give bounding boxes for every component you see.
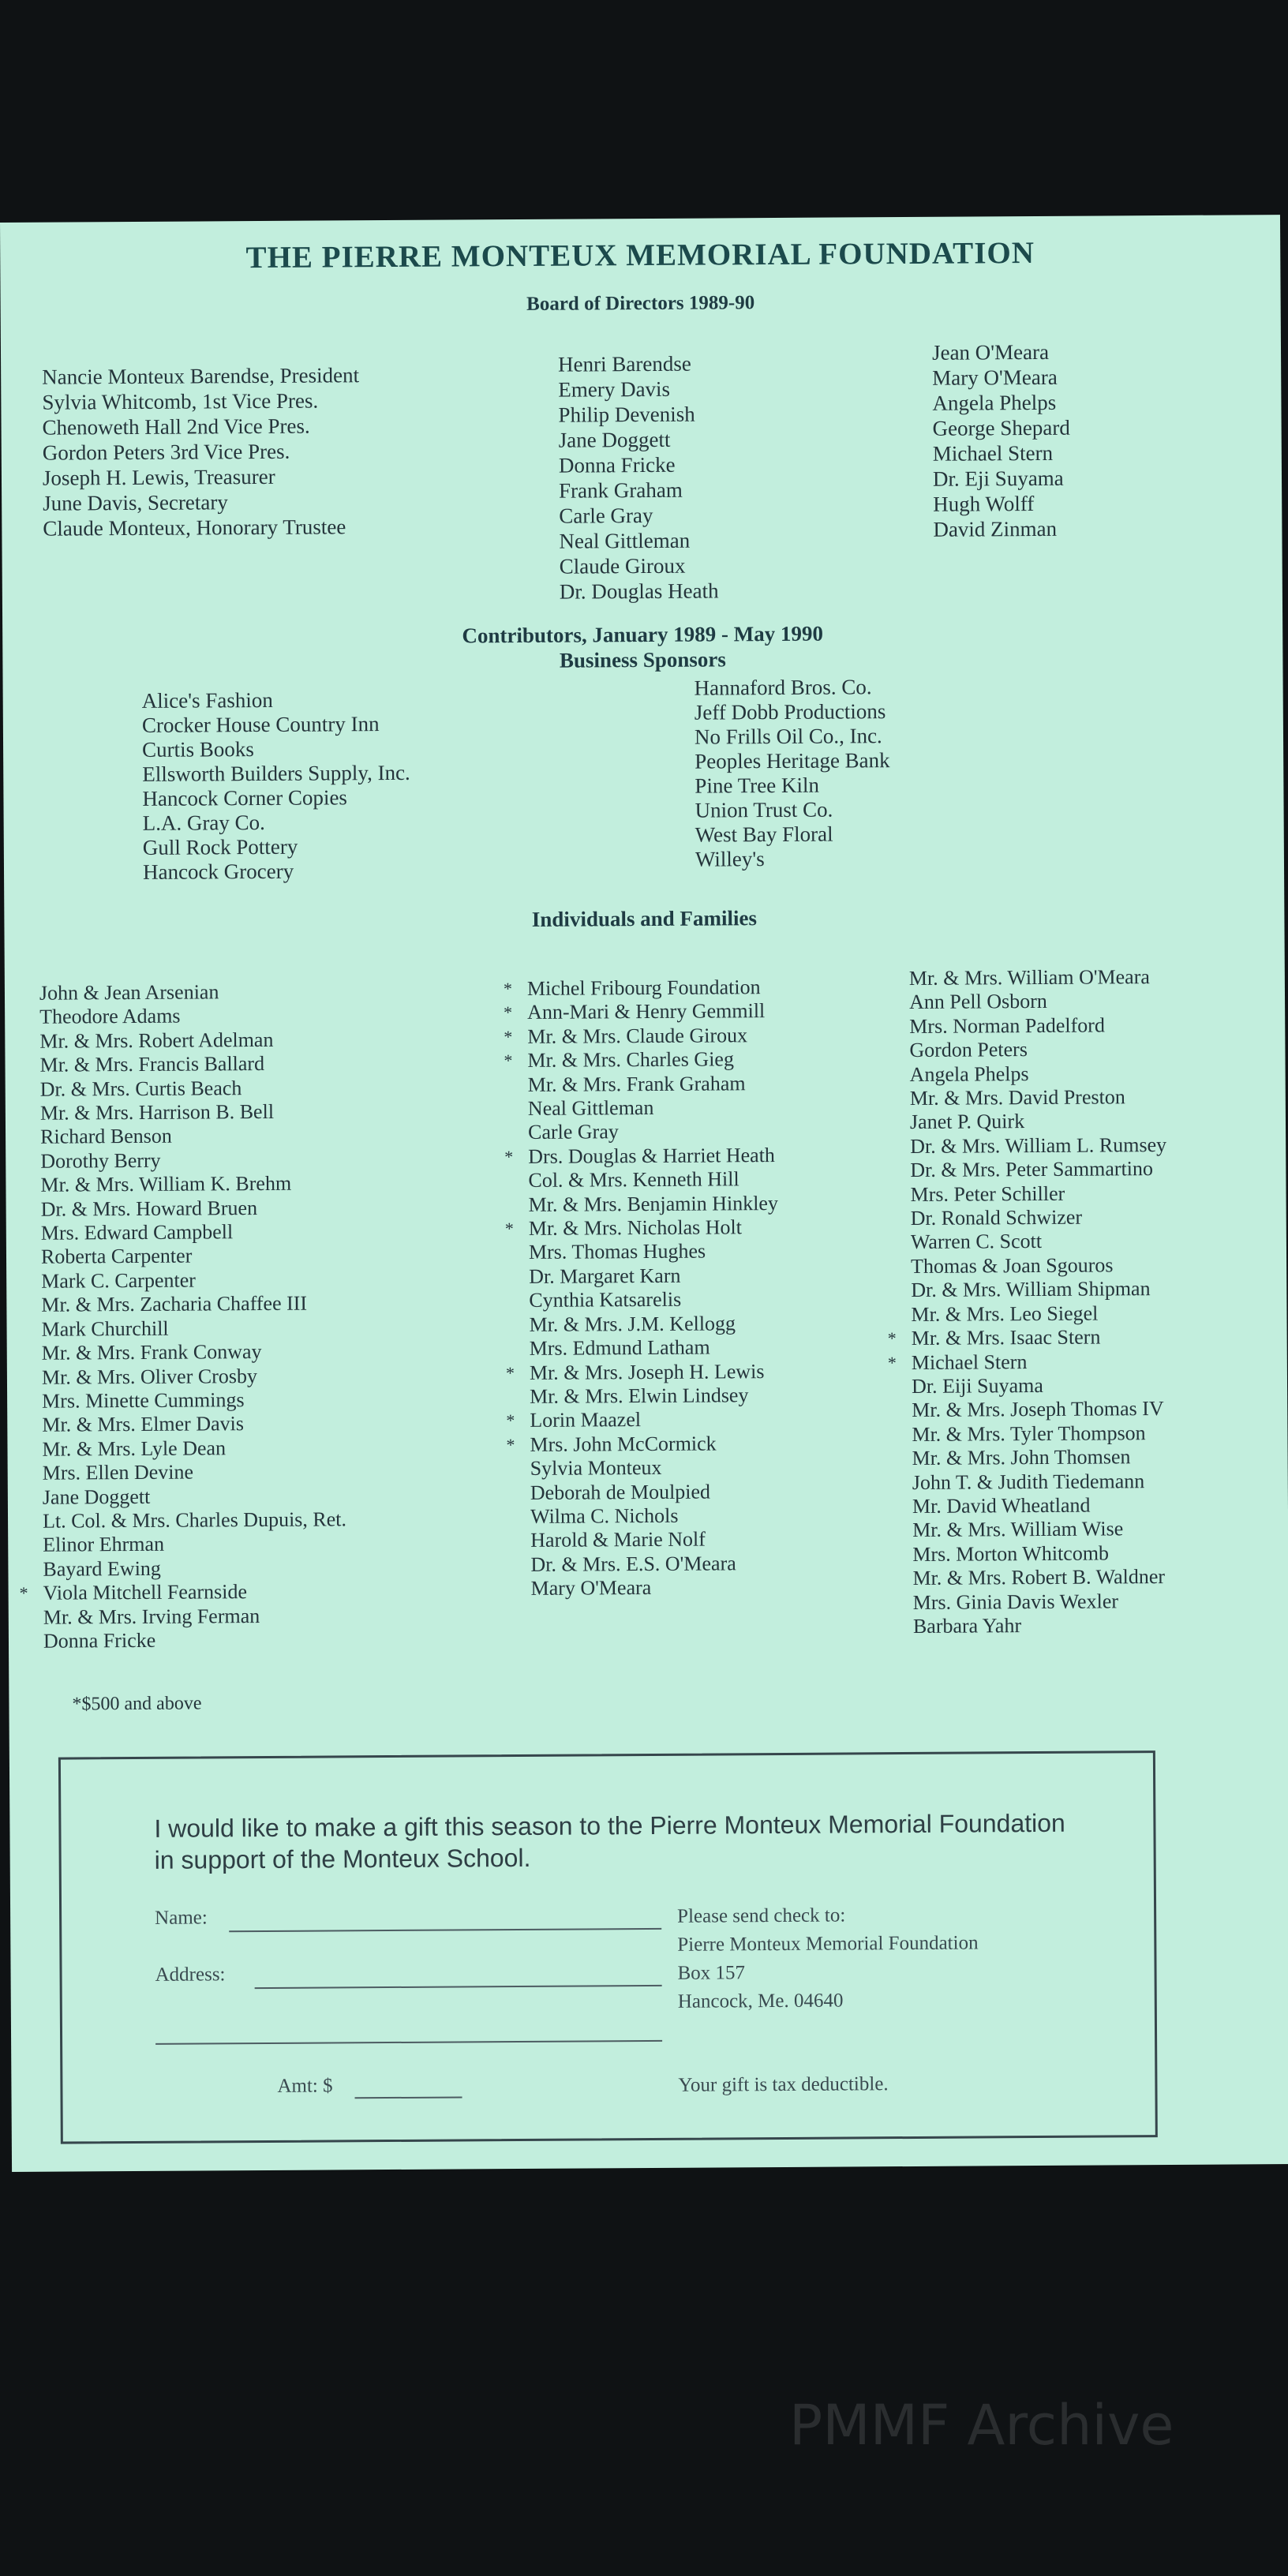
contributor-name: Mr. & Mrs. Harrison B. Bell [39,1099,275,1125]
contributor-name: Janet P. Quirk [909,1110,1025,1134]
contributor-row [529,1312,779,1337]
director-entry: George Shepard [932,415,1070,440]
business-sponsor: Pine Tree Kiln [695,773,819,798]
contributor-name: Mr. & Mrs. Leo Siegel [911,1301,1099,1326]
director-entry: Hugh Wolff [933,492,1035,516]
contributor-row [41,1196,345,1222]
contributor-row [40,1172,344,1198]
director-entry: Neal Gittleman [559,528,691,553]
contributor-name: Mr. David Wheatland [912,1493,1091,1518]
contributor-row [528,1072,778,1097]
contributor-row [911,1277,1167,1302]
po-box: Box 157 [677,1962,746,1984]
contributor-name: Mr. & Mrs. Francis Ballard [39,1052,265,1076]
contributor-name: Dr. & Mrs. William Shipman [911,1277,1151,1302]
contributor-row [505,1359,780,1384]
individuals-column-2 [503,975,781,1601]
director-entry: Jane Doggett [558,427,671,452]
director-entry: Philip Devenish [558,402,695,427]
major-donor-marker: * [504,1146,514,1166]
contributor-name: Col. & Mrs. Kenneth Hill [528,1167,739,1193]
business-sponsor: Hancock Corner Copies [142,785,347,811]
business-sponsor: Hancock Grocery [142,859,294,884]
contributor-row [43,1507,346,1533]
contributor-name: Mr. & Mrs. J.M. Kellogg [529,1312,736,1336]
contributor-name: Jane Doggett [42,1485,151,1509]
contributor-name: Angela Phelps [909,1061,1029,1086]
contributor-row [910,1157,1166,1182]
contributor-name: Cynthia Katsarelis [529,1288,682,1312]
contributor-row [43,1532,346,1558]
contributor-name: Gordon Peters [909,1038,1028,1062]
send-check-label: Please send check to: [677,1904,846,1927]
major-donor-marker: * [504,1002,513,1023]
document-page [0,215,1288,2172]
footnote: *$500 and above [72,1693,202,1715]
contributor-row [530,1455,781,1481]
contributor-name: Mrs. Ginia Davis Wexler [912,1589,1119,1614]
contributor-row [913,1589,1170,1615]
contributor-name: Theodore Adams [39,1005,181,1029]
contributor-name: Roberta Carpenter [40,1245,193,1269]
contributor-row [41,1267,345,1294]
officer-entry: Sylvia Whitcomb, 1st Vice Pres. [42,388,319,414]
contributor-row [912,1470,1169,1495]
contributor-row [40,1124,344,1150]
contributor-name: Elinor Ehrman [43,1533,165,1557]
contributor-name: Mr. & Mrs. Oliver Crosby [41,1364,258,1389]
city-address: Hancock, Me. 04640 [677,1990,844,2012]
contributor-row [910,1181,1166,1207]
gift-form-intro: I would like to make a gift this season to the Pierre Monteux Memorial Foundation in support of the Monteux School. [154,1808,1065,1874]
contributor-name: Mary O'Meara [530,1576,652,1601]
director-entry: David Zinman [933,516,1058,541]
contributor-row [43,1604,347,1630]
contributor-row [910,1061,1166,1087]
business-sponsor: Ellsworth Builders Supply, Inc. [142,760,410,786]
contributor-name: Mr. & Mrs. Robert B. Waldner [912,1565,1166,1590]
contributor-row [530,1383,780,1409]
contributor-row [529,1264,779,1289]
name-field[interactable] [229,1928,661,1932]
contributor-row [41,1292,345,1318]
contributor-name: Mrs. Thomas Hughes [528,1240,706,1264]
contributor-name: Mr. & Mrs. Joseph Thomas IV [912,1397,1164,1422]
contributor-name: Mr. & Mrs. Claude Giroux [527,1024,748,1048]
business-sponsor: Peoples Heritage Bank [695,748,890,773]
contributor-row [912,1517,1169,1542]
contributor-row [504,1047,777,1073]
contributor-row [912,1397,1168,1422]
contributor-row [41,1316,345,1342]
contributor-name: Mr. & Mrs. Elmer Davis [42,1412,245,1437]
contributor-row [911,1205,1167,1230]
contributor-name: Mr. & Mrs. Benjamin Hinkley [528,1191,779,1216]
contributor-row [40,1076,344,1102]
archive-watermark: PMMF Archive [789,2393,1174,2458]
contributor-row [39,1028,343,1054]
contributor-name: Drs. Douglas & Harriet Heath [528,1143,775,1168]
major-donor-marker: * [504,1219,514,1239]
business-sponsor: Hannaford Bros. Co. [694,675,872,700]
contributor-row [910,1085,1166,1110]
officer-entry: Claude Monteux, Honorary Trustee [43,515,346,541]
gift-form-box [58,1750,1158,2144]
contributor-name: Michael Stern [911,1350,1028,1374]
contributor-name: Dr. & Mrs. William L. Rumsey [910,1133,1167,1158]
director-entry: Emery Davis [558,376,671,402]
business-sponsor: West Bay Floral [695,822,833,847]
contributor-row [529,1239,779,1264]
contributor-row [504,1143,778,1169]
contributor-row [912,1565,1169,1590]
contributor-name: Mr. & Mrs. William O'Meara [908,965,1150,990]
contributor-name: Lt. Col. & Mrs. Charles Dupuis, Ret. [42,1507,347,1533]
contributor-name: Mr. & Mrs. Tyler Thompson [912,1421,1146,1446]
contributor-row [910,1109,1166,1134]
officer-entry: Nancie Monteux Barendse, President [42,363,360,389]
contributor-name: Mr. & Mrs. Elwin Lindsey [530,1383,749,1408]
business-sponsor: No Frills Oil Co., Inc. [694,724,882,749]
officer-entry: June Davis, Secretary [43,490,228,515]
officer-entry: Joseph H. Lewis, Treasurer [42,464,275,490]
board-heading: Board of Directors 1989-90 [526,292,755,315]
contributor-row [887,1349,1168,1374]
contributor-row [19,1580,347,1606]
contributor-row [503,975,777,1001]
contributor-row [530,1575,781,1601]
contributor-row [41,1219,345,1245]
contributor-name: Mark C. Carpenter [41,1268,196,1293]
contributor-name: Mr. & Mrs. Lyle Dean [42,1436,227,1461]
contributor-row [909,1013,1166,1039]
business-sponsor: Union Trust Co. [695,797,833,822]
contributor-name: Dr. Eiji Suyama [911,1373,1043,1398]
contributor-row [912,1541,1169,1567]
contributor-name: Richard Benson [39,1125,172,1149]
contributor-name: Mr. & Mrs. Frank Graham [527,1071,746,1096]
contributor-name: Dr. & Mrs. Howard Bruen [40,1196,258,1221]
major-donor-marker: * [887,1352,897,1372]
amount-label: Amt: $ [277,2075,333,2097]
contributor-name: Lorin Maazel [530,1408,642,1432]
contributor-row [42,1364,346,1390]
contributor-row [42,1412,346,1438]
amount-field[interactable] [355,2096,462,2099]
business-sponsor: Jeff Dobb Productions [694,699,886,724]
officer-entry: Gordon Peters 3rd Vice Pres. [42,439,290,465]
individuals-column-3 [887,965,1170,1638]
business-sponsor: Alice's Fashion [141,687,273,713]
director-entry: Jean O'Meara [931,339,1050,365]
major-donor-marker: * [504,1050,513,1071]
contributor-name: Bayard Ewing [43,1556,161,1581]
contributor-row [530,1552,781,1577]
director-entry: Carle Gray [559,503,653,528]
contributor-name: Mr. & Mrs. William Wise [912,1517,1124,1542]
board-directors-column-2 [558,350,719,604]
contributor-name: Mr. & Mrs. John Thomsen [912,1445,1131,1470]
contributor-row [887,1325,1168,1350]
contributor-name: Mr. & Mrs. Joseph H. Lewis [529,1359,765,1384]
contributor-row [909,965,1166,990]
major-donor-marker: * [506,1410,515,1431]
contributor-row [910,1133,1166,1159]
contributor-row [528,1119,778,1144]
contributor-row [911,1301,1167,1327]
contributors-heading: Contributors, January 1989 - May 1990 [462,621,824,648]
contributor-row [912,1373,1168,1398]
director-entry: Henri Barendse [558,351,691,376]
contributor-name: Mark Churchill [41,1316,169,1341]
address-field-line-2[interactable] [155,2040,662,2045]
contributor-name: Barbara Yahr [912,1614,1022,1638]
contributor-row [504,999,777,1024]
contributor-name: Carle Gray [527,1120,619,1144]
contributor-name: Mr. & Mrs. Nicholas Holt [528,1215,742,1240]
contributor-name: Harold & Marie Nolf [530,1527,706,1552]
contributor-name: Mr. & Mrs. David Preston [909,1085,1125,1110]
contributor-row [42,1387,346,1413]
contributor-name: Mrs. Peter Schiller [910,1181,1065,1206]
page-title: THE PIERRE MONTEUX MEMORIAL FOUNDATION [245,235,1035,275]
contributor-name: Ann-Mari & Henry Gemmill [527,999,766,1024]
contributor-row [909,1037,1166,1062]
contributor-row [528,1167,778,1193]
contributor-row [39,979,343,1005]
contributor-name: Dr. & Mrs. E.S. O'Meara [530,1552,736,1576]
director-entry: Angela Phelps [932,390,1057,415]
contributor-name: Deborah de Moulpied [530,1480,711,1504]
director-entry: Claude Giroux [559,553,686,578]
individuals-heading: Individuals and Families [531,906,758,931]
address-field[interactable] [255,1985,662,1989]
major-donor-marker: * [506,1434,515,1455]
contributor-name: Mrs. Norman Padelford [909,1013,1106,1038]
contributor-name: Mr. & Mrs. Zacharia Chaffee III [41,1291,308,1316]
contributor-name: John & Jean Arsenian [39,980,219,1005]
business-sponsor: L.A. Gray Co. [142,810,265,835]
contributor-row [504,1024,777,1049]
contributor-row [911,1229,1167,1254]
contributor-name: Warren C. Scott [910,1230,1043,1254]
contributor-row [912,1493,1169,1518]
business-sponsor: Gull Rock Pottery [142,834,298,859]
contributor-row [530,1527,781,1552]
director-entry: Dr. Eji Suyama [932,466,1064,491]
director-entry: Dr. Douglas Heath [559,578,719,604]
contributor-row [529,1192,779,1217]
board-officers-list [42,362,360,541]
contributor-row [40,1099,344,1125]
contributor-row [912,1445,1168,1470]
major-donor-marker: * [504,1026,513,1046]
organization-name: Pierre Monteux Memorial Foundation [677,1932,979,1956]
director-entry: Frank Graham [558,477,683,503]
contributor-name: Sylvia Monteux [530,1456,662,1481]
business-sponsors-heading: Business Sponsors [559,647,726,672]
contributor-row [42,1339,346,1365]
address-label: Address: [155,1964,226,1986]
contributor-name: Dr. & Mrs. Peter Sammartino [910,1157,1154,1182]
major-donor-marker: * [19,1582,28,1604]
contributor-row [530,1503,781,1529]
major-donor-marker: * [887,1328,897,1349]
contributor-name: Dr. Ronald Schwizer [910,1205,1083,1230]
business-sponsor: Crocker House Country Inn [141,712,380,737]
director-entry: Mary O'Meara [932,365,1058,390]
contributor-row [530,1335,780,1361]
contributor-row [913,1613,1170,1638]
contributor-name: Thomas & Joan Sgouros [911,1253,1114,1278]
contributor-name: Neal Gittleman [527,1095,654,1120]
business-sponsor: Curtis Books [141,737,254,762]
contributor-row [43,1484,346,1510]
contributor-name: Mrs. Edmund Latham [529,1335,710,1361]
name-label: Name: [155,1907,208,1929]
contributor-name: Mrs. Ellen Devine [42,1460,194,1485]
contributor-name: John T. & Judith Tiedemann [912,1469,1145,1494]
contributor-row [530,1480,781,1505]
contributor-name: Mrs. John McCormick [530,1432,717,1456]
contributor-name: Dr. & Mrs. Curtis Beach [39,1076,242,1101]
contributor-row [506,1407,780,1432]
contributor-row [912,1421,1168,1447]
contributor-row [42,1436,346,1462]
contributor-name: Mr. & Mrs. Frank Conway [41,1340,262,1365]
contributor-name: Mr. & Mrs. Isaac Stern [911,1325,1101,1350]
contributor-name: Mr. & Mrs. Irving Ferman [43,1604,260,1629]
contributor-name: Mr. & Mrs. Robert Adelman [39,1028,274,1053]
contributor-row [39,1052,343,1078]
contributor-name: Mrs. Minette Cummings [42,1388,245,1413]
contributor-row [529,1287,779,1312]
board-directors-column-3 [932,339,1071,542]
contributor-row [506,1432,780,1457]
contributor-row [43,1627,347,1653]
contributor-name: Michel Fribourg Foundation [526,975,761,1000]
major-donor-marker: * [503,979,513,999]
contributor-row [911,1253,1167,1279]
contributor-name: Ann Pell Osborn [908,990,1047,1014]
contributor-row [41,1244,345,1270]
major-donor-marker: * [505,1362,515,1383]
contributor-name: Viola Mitchell Fearnside [43,1580,248,1604]
contributor-name: Mr. & Mrs. William K. Brehm [40,1172,292,1196]
business-sponsors-column-2 [695,675,891,872]
contributor-row [528,1095,778,1121]
contributor-row [504,1215,779,1241]
individuals-column-1 [19,979,347,1653]
business-sponsor: Willey's [695,847,765,871]
contributor-row [43,1556,346,1582]
contributor-row [39,1004,343,1030]
director-entry: Michael Stern [932,440,1054,466]
contributor-name: Wilma C. Nichols [530,1503,679,1528]
contributor-name: Dr. Margaret Karn [529,1264,681,1288]
business-sponsors-column-1 [142,687,411,885]
contributor-row [909,989,1166,1014]
contributor-name: Mrs. Edward Campbell [40,1220,234,1245]
contributor-row [40,1148,344,1174]
contributor-row [43,1459,346,1485]
tax-deductible-note: Your gift is tax deductible. [678,2073,889,2096]
contributor-name: Donna Fricke [43,1628,156,1653]
contributor-name: Mr. & Mrs. Charles Gieg [527,1047,735,1073]
officer-entry: Chenoweth Hall 2nd Vice Pres. [42,414,310,440]
contributor-name: Dorothy Berry [40,1148,161,1173]
director-entry: Donna Fricke [558,452,676,477]
contributor-name: Mrs. Morton Whitcomb [912,1541,1110,1566]
